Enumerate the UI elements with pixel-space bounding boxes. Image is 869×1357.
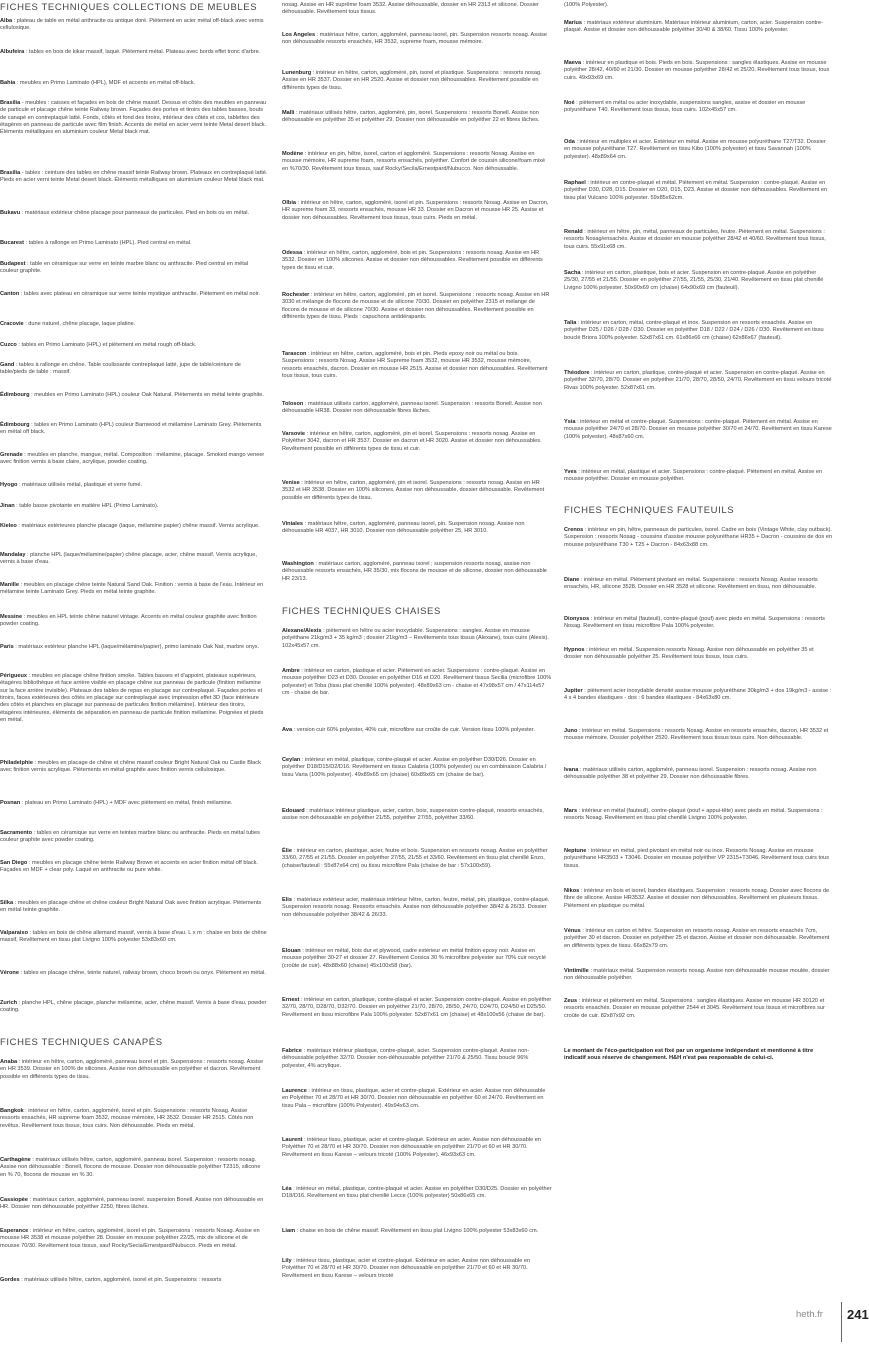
entry-lily-continued [564, 2, 832, 9]
entry-text: : intérieur en métal. Piètement pivotant en métal. Suspensions : ressorts Nosag. Assise ressorts ensachés, HR, silicone 3528. Dossier en HR 3528 et silicone. Revêtement en tissu, non déhoussable. [564, 577, 818, 591]
entry-name: Raphael [564, 180, 586, 186]
entry-name: Odessa [282, 250, 303, 256]
entry-anaba [0, 1059, 268, 1081]
entry-name: Laurence [282, 1088, 307, 1094]
entry-text: : plateau en Primo Laminato (HPL) + MDF avec piètement en métal, finish mélamine. [20, 800, 233, 806]
entry-lily [282, 1258, 552, 1280]
entry-text: : intérieur et piètement en métal. Suspensions : sangles élastiques. Assise en mousse HR 30120 et ressorts ensachés. Dossier en mousse polyéther 2544 et 3045. Revêtement tous tissus et microfibres sur croûte de cuir. 82x87x92 cm. [564, 998, 825, 1019]
entry-text: : tables en céramique sur verre en teintes marbre blanc ou anthracite. Pieds en métal tubes couleur graphite avec powder coating. [0, 830, 260, 844]
entry-verone [0, 970, 268, 977]
entry-name: Ambre [282, 668, 300, 674]
entry-text: : tables en Primo Laminato (HPL) et piètement en métal rough off-black. [16, 342, 197, 348]
entry-posnan [0, 800, 268, 807]
entry-name: Laurent [282, 1137, 303, 1143]
entry-bucarest [0, 240, 268, 247]
entry-name: San Diego [0, 860, 28, 866]
entry-name: Renald [564, 229, 583, 235]
entry-text: : intérieur en métal, plastique et acier. Suspensions : contre-plaqué. Piètement en métal. Assise en mousse polyéther. Dossier en mousse polyéther. [564, 469, 823, 483]
entry-name: Liam [282, 1228, 296, 1234]
entry-name: Messine [0, 614, 23, 620]
entry-text: : matériaux carton, aggloméré, panneau isorel. suspension Bonell. Assise non déhoussable en HR. Dossier non déhoussable polyéther 2250, fibres lâches. [0, 1197, 264, 1211]
entry-alba [0, 18, 268, 33]
entry-text: : intérieur en métal et contre-plaqué. Suspensions : contre-plaqué. Piètement en métal. Assise en mousse polyéther 24/70 et 28/70. Dossier en mousse polyéther 30/70 et 24/70. Revêtement en tissu Karese (100% polyester). 48x87x60 cm. [564, 419, 832, 440]
entry-name: Bahia [0, 80, 16, 86]
entry-name: Élie [282, 848, 292, 854]
entry-text: : intérieur en carton, plastique et acier. Piètement en acier. Suspensions : contre-plaqué. Assise en mousse polyéther D23 et D30. Dossier en polyéther D16 et D20. Revêtement tissus Secilia (microfibre 100% polyester) et Toba (tissu plat chenillé 100% polyester). 48x89x63 cm - chaise et 47x98x57 cm / 47x114x57 cm - chaise de bar. [282, 668, 552, 697]
entry-viniales [282, 521, 552, 536]
entry-name: Lunenburg [282, 70, 312, 76]
entry-text: : intérieur en pin, hêtre, panneaux de particules, isorel. Cadre en bois (Vintage White, clay outback). Suspension : ressorts Nosag - coussins d'assise mousse polyuréthane HR35 + Dacron - coussins de dos en mousse polyuréthane T30 + T25 + Dacron - 84x63x88 cm. [564, 527, 832, 548]
entry-bukavu [0, 210, 268, 217]
entry-sacramento [0, 830, 268, 845]
entry-name: Los Angeles [282, 32, 316, 38]
entry-name: Cracovie [0, 321, 24, 327]
entry-edimbourg-meubles [0, 392, 268, 399]
entry-name: Dionysos [564, 616, 590, 622]
entry-name: Brasilia [0, 170, 21, 176]
entry-text: : intérieur en métal, bois dur et plywood, cadre extérieur en métal finition epoxy noir. Assise en mousse polyéther 30-27 et dossier 27. Revêtement Corsica 30 % microfibre polyester sur 70% cuir recyclé (croûte de cuir). 48x88x60 (chaise) 45x100x58 (bar). [282, 948, 546, 969]
entry-text: : matériaux extérieur chêne placage pour panneaux de particules. Pied en bois ou en métal. [20, 210, 250, 216]
entry-name: Zeus [564, 998, 578, 1004]
entry-text: : tables en bois de kikar massif, laqué. Piètement métal. Plateau avec bords effet tronc d'arbre. [24, 49, 261, 55]
entry-elouan [282, 948, 552, 970]
entry-name: Budapest [0, 261, 26, 267]
entry-liam [282, 1228, 552, 1235]
entry-bahia [0, 80, 268, 87]
entry-text: : matériaux utilisés hêtre, carton, aggloméré, panneau isorel. Suspension : ressorts nosag. Assise non déhoussable : Bonell, flocons de mousse. Dossier non déhoussable polyéther T2315, silicone en % 70, flocons de mousse en % 30. [0, 1157, 261, 1178]
entry-text: : intérieur en hêtre, carton, aggloméré, isorel et pin. Suspensions : ressorts Nosag. Assise ressorts ensachés, HR supreme foam 3532, mousse mémoire, HR 3532. Dossier HR 2515. Côtés non revêtus. Revêtement tous tissus, tous cuirs. Non déhoussable. Pieds en métal. [0, 1108, 254, 1129]
entry-laurence [282, 1088, 552, 1110]
entry-text: : intérieur en plastique et bois. Pieds en bois. Suspensions : sangles élastiques. Assise en mousse polyéther 28/42, 40/60 et 21/30. Dossier en mousse polyéther 28/42 et 25/20. Revêtement tous tissus, tous cuirs. 49x93x69 cm. [564, 60, 830, 81]
entry-modene [282, 151, 552, 173]
entry-alexane-alexis [282, 628, 552, 650]
entry-name: Vintimille [564, 968, 589, 974]
entry-oda [564, 139, 832, 161]
entry-esperance [0, 1228, 268, 1250]
entry-edimbourg-tables [0, 422, 268, 437]
entry-name: Varsovie [282, 431, 306, 437]
entry-gordes-continued [282, 2, 552, 17]
entry-dionysos [564, 616, 832, 631]
entry-text: : tables avec plateau en céramique sur verre teinte mystique anthracite. Piètement en métal noir. [19, 291, 260, 297]
entry-renald [564, 229, 832, 251]
entry-text: : intérieur en hêtre, carton, aggloméré, pin et isorel. Suspensions : ressorts nosag. Assise en Polyéther 3042, dacron et HR 3537. Dossier en dacron et HR 3020. Assise et dossier non déhoussables. Revêtement possible en différents types de tissu et cuir. [282, 431, 542, 452]
entry-name: Périgueux [0, 673, 28, 679]
entry-name: Juno [564, 728, 578, 734]
entry-name: Talia [564, 320, 577, 326]
entry-text: : chaise en bois de chêne massif. Revêtement en tissu plat Livigno 100% polyester 53x83x60 cm. [295, 1228, 539, 1234]
entry-nikos [564, 888, 832, 910]
entry-name: Bukavu [0, 210, 21, 216]
entry-zeus [564, 998, 832, 1020]
entry-ysia [564, 419, 832, 441]
entry-lea [282, 1186, 552, 1201]
entry-text: : table basse pivotante en matière HPL (Primo Laminato). [14, 503, 159, 509]
entry-text: : meubles en placage chêne et chêne couleur Bright Natural Oak avec finition acrylique. Piètements en métal teinte graphite. [0, 900, 262, 914]
entry-ambre [282, 668, 552, 697]
entry-name: Fabrice [282, 1048, 302, 1054]
entry-text: : meubles en placage chêne teinte Natural Sand Oak. Finition : vernis à base de l'eau. Intérieur en mélamine teinte Laminato Grey. Pieds en métal teinte graphite. [0, 582, 264, 596]
entry-text: : intérieur en hêtre, pin, métal, panneaux de particules, feutre. Piètement en métal. Suspensions : ressorts Nosag/ensachés. Assise et dossier en mousse polyéther 28/42 et 40/60. Revêtement tous tissus, tous cuirs. 55x91x68 cm. [564, 229, 826, 250]
entry-mars [564, 808, 832, 823]
entry-name: Mandalay [0, 552, 26, 558]
entry-crenos [564, 527, 832, 549]
entry-name: Édimbourg [0, 392, 30, 398]
entry-venus [564, 928, 832, 950]
entry-text: : intérieur en hêtre, carton, aggloméré, bois et pin. Pieds epoxy noir ou métal ou bois. Suspensions : ressorts Nosag. Assise HR Supreme foam 3532, mousse HR 3532, mousse mémoire, ressorts ensachés, dacron. Dossier en mousse HR 2515. Assise et dossier non déhoussables. Revêtement tous tissus, tous cuirs. [282, 351, 548, 380]
entry-text: : tables en bois de chêne allemand massif, vernis à base d'eau. L x m : chaise en bois de chêne massif, Revêtement en tissu plat Livigno 100% polyester 53x83x60 cm. [0, 930, 267, 944]
entry-name: Crenos [564, 527, 584, 533]
entry-perigueux [0, 673, 268, 724]
entry-venise [282, 480, 552, 502]
entry-name: Tarascon [282, 351, 307, 357]
entry-jinan [0, 503, 268, 510]
entry-text: : matériaux extérieur aluminium. Matériaux intérieur aluminium, carton, acier. Suspension contre-plaqué. Assise et dossier non déhoussable polyéther 30/40 & 38/60. Tissu 100% polyester. [564, 20, 823, 34]
entry-name: Diane [564, 577, 580, 583]
entry-text: : plateau de table en métal anthracite ou antique doré. Piètement en acier métal off-black avec vernis cellulosique. [0, 18, 264, 32]
entry-text: : intérieur en hêtre, carton, aggloméré, pin et isorel. Suspensions : ressorts nosag. Assise en HR 3030 et mélange de flocons de mousse et de silicone 70/30. Dossier en polyéther 2315 et mélange de flocons de mousse et de silicone 70/30. Assise et dossier non déhoussables. Revêtement possible en différents types de tissu. Pieds : capuchons antidérapants. [282, 292, 550, 321]
entry-text: : intérieur en contre-plaqué et métal. Piètement en métal. Suspension : contre-plaqué. Assise en polyéther D30, D28, D15. Dossier en D20, D15, D23. Assise et dossier non déhoussables. Revêtement en tissu plat Vulcano 100% polyester. 59x85x62cm. [564, 180, 828, 201]
entry-text: : intérieur en bois et isorel, bandes élastiques. Suspension : ressorts nosag. Dossier avec flocons de fibre de silicone. Assise HR3532. Assise et dossier non déhoussables. Revêtement en plusieurs tissus. Piètement en plastique ou métal. [564, 888, 830, 909]
entry-name: Bangkok [0, 1108, 24, 1114]
entry-name: Vérone [0, 970, 19, 976]
entry-text: - tables : ceinture des tables en chêne massif teinte Railway brown. Plateaux en contreplaqué latté. Pieds en acier verni teinte Metal desert black. Éléments métalliques en aluminium couleur Metal black mat. [0, 170, 268, 184]
entry-text: : matériaux utilisés métal, plastique et verre fumé. [17, 482, 143, 488]
entry-text: : meubles en planche, mangue, métal. Composition : mélamine, placage. Smoked mango veneer avec finition vernis à base claire, acrylique, powder coating. [0, 452, 265, 466]
entry-name: Marius [564, 20, 583, 26]
entry-text: : intérieur en hêtre, carton, aggloméré, isorel et pin. Suspensions : ressorts Nosag. Assise en mousse HR 3538 et mousse polyéther 28. Dossier en mousse polyéther 22/25, mix de silicone et de mousse 70/30. Revêtement tous tissus, sauf Rocky/Secia/Ernestpard/Nubucco. Pieds en métal. [0, 1228, 260, 1249]
entry-name: Posnan [0, 800, 21, 806]
entry-name: Ysia [564, 419, 576, 425]
entry-gand [0, 362, 268, 377]
entry-name: Edouard [282, 808, 305, 814]
entry-olbia [282, 200, 552, 222]
entry-text: : tables à rallonge en chêne. Table coulissante contreplaqué latté, jupe de table/ceinture de table/pieds de table : massif. [0, 362, 241, 376]
entry-silka [0, 900, 268, 915]
entry-jupiter [564, 688, 832, 703]
entry-los-angeles [282, 32, 552, 47]
entry-name: Philadelphie [0, 760, 33, 766]
entry-text: : intérieur en hêtre, carton, aggloméré, panneau isorel et pin. Suspensions : ressorts nosag. Assise en HR 3539. Dossier en 100% de silicones. Assise non déhoussable en polyéther et dacron. Revêtement possible en différents types de tissu. [0, 1059, 264, 1080]
entry-name: Ivana [564, 767, 579, 773]
entry-name: Bucarest [0, 240, 24, 246]
entry-vintimille [564, 968, 832, 983]
entry-text: : intérieur en métal (fauteuil), contre-plaqué (pouf + appui-tête) avec pieds en métal. Suspensions : ressorts Nosag. Revêtement en tissu plat chenillé Livigno 100% polyester. [564, 808, 823, 822]
entry-brasilia-tables [0, 170, 268, 185]
entry-cassiopee [0, 1197, 268, 1212]
entry-text: : planche HPL (laque/mélamine/papier) chêne placage, acier, chêne massif. Vernis acrylique, vernis à base d'eau. [0, 552, 257, 566]
entry-name: Mars [564, 808, 578, 814]
entry-ernest [282, 997, 552, 1019]
entry-text: - meubles : caisses et façades en bois de chêne massif. Dessus et côtés des meubles en panneau de particule et placage chêne teinte Railway brown. Façades des portes et tiroirs des tables basses, bouts de canapé en contreplaqué latté. Fonds, côtés et fond des tiroirs, intérieur des côtés et cos, tablettes des étagères en panneau de particule avec film finish. Accents de métal en acier verni teinte Metal desert black. Éléments métalliques en aluminium couleur Metal black mat. [0, 100, 267, 136]
entry-zurich [0, 1000, 268, 1015]
entry-talia [564, 320, 832, 342]
entry-name: Canton [0, 291, 20, 297]
entry-text: : matériaux extérieur planche HPL (laque/mélamine/papier), primo laminato Oak Nat, marbre onyx. [13, 644, 260, 650]
entry-name: Venise [282, 480, 300, 486]
entry-name: Albufeira [0, 49, 25, 55]
entry-juno [564, 728, 832, 743]
entry-text: : meubles en Primo Laminato (HPL) couleur Oak Natural. Piètements en métal teinte graphite. [29, 392, 264, 398]
entry-text: : intérieur en carton, plastique, bois et acier. Suspension en contre-plaqué. Assise en polyéther 25/30, 27/55 et 21/55. Dossier en polyéther 27/55, 21/55, 25/30, 21/40. Revêtement en tissu plat chenillé Livigno 100% polyester. 50x90x69 cm (chaise) 64x90x69 cm (fauteuil). [564, 270, 824, 291]
entry-neptune [564, 848, 832, 870]
site-url[interactable]: heth.fr [796, 1309, 823, 1320]
entry-text: nosag. Assise en HR suprême foam 3532. Assise déhoussable, dossier en HR 2313 et silicone. Dossier déhoussable. Revêtement tous tissus. [282, 2, 539, 16]
section-title-canapes: FICHES TECHNIQUES CANAPÉS [0, 1037, 163, 1048]
section-title-fauteuils: FICHES TECHNIQUES FAUTEUILS [564, 505, 735, 516]
entry-name: Grenade [0, 452, 23, 458]
entry-name: Noé [564, 100, 575, 106]
entry-name: Édimbourg [0, 422, 30, 428]
entry-name: Elouan [282, 948, 301, 954]
entry-valparaiso [0, 930, 268, 945]
eco-participation-note: Le montant de l'éco-participation est fixé par un organisme indépendant et mentionné à titre indicatif sous réserve de changement. H&H n'est pas responsable de celui-ci. [564, 1048, 814, 1062]
page-number: 241 [847, 1307, 869, 1322]
entry-ceylan [282, 757, 552, 779]
entry-name: Hypnos [564, 647, 585, 653]
entry-noe [564, 100, 832, 115]
entry-theodore [564, 370, 832, 392]
entry-text: : matériaux extérieur acier, matériaux intérieur hêtre, carton, feutre, métal, pin, plastique, contre-plaqué. Suspension ressorts nosag. Ressorts ensachés. Assise non déhoussable polyéther 38/42 & 26/33. Dossier non déhoussable polyéther 38/42 & 26/33. [282, 897, 550, 918]
entry-name: Jupiter [564, 688, 583, 694]
entry-text: : intérieur en métal (fauteuil), contre-plaqué (pouf) avec pieds en métal. Suspensions : ressorts Nosag. Revêtement en tissu microfibre Pala 100% polyester. [564, 616, 825, 630]
entry-text: : intérieur en pin, hêtre, isorel, carton et aggloméré. Suspensions : ressorts Nosag. Assise en mousse mémoire, HR supreme foam, ressorts ensachés, polyéther. Confort de coussin silicone/foam mixé en %70/30. Revêtement tous tissus, sauf Rocky/Secila/Ernestpard/Nubucco. Non déhoussable. [282, 151, 546, 172]
entry-manille [0, 582, 268, 597]
footer-divider [841, 1302, 842, 1342]
entry-name: Nikos [564, 888, 580, 894]
entry-elie [282, 848, 552, 870]
entry-text: : intérieur en carton, plastique, contre-plaqué et acier. Suspension contre-plaqué. Assise en polyéther 32/70, 28/70, D28/70, D32/70. Dossier en polyéther 21/70, 28/70, 28/50, 24/70, D24/70, D24/50 et D25/50. Revêtement en tissu microfibre Pala 100% polyester. 52x87x61 cm (chaise) et 48x100x56 (chaise de bar). [282, 997, 552, 1018]
entry-name: Elis [282, 897, 292, 903]
entry-raphael [564, 180, 832, 202]
entry-malli [282, 110, 552, 125]
entry-text: : meubles en Primo Laminato (HPL), MDF et accents en métal off-black. [15, 80, 196, 86]
entry-text: : intérieur en métal, plastique, contre-plaqué et acier. Assise en polyéther D30/D26. Dossier en polyéther D18/D15/D2/D16. Revêtement en tissus Calabria (100% polyester) ou en combinaison Calabria / tissu Varia (100% polyester). 49x89x65 cm (chaise) 60x89x65 cm (chaise de bar). [282, 757, 547, 778]
entry-text: : table en céramique sur verre en teinte marbre blanc ou anthracite. Pied central en métal couleur graphite. [0, 261, 249, 275]
entry-text: : intérieur en tissu, plastique, acier et contre-plaqué. Extérieur en acier. Assise non déhoussable en Polyéther 70 et 28/70 et HR 30/70. Dossier non déhoussable en polyéther 60 et 24/70. Revêtement en tissu Pala – microfibre (100% Polyester). 49x94x63 cm. [282, 1088, 546, 1109]
entry-name: Silka [0, 900, 14, 906]
entry-rochester [282, 292, 552, 321]
entry-name: Jinan [0, 503, 15, 509]
entry-name: Washington [282, 561, 314, 567]
entry-text: : intérieur en carton, métal, contre-plaqué et inox. Suspension en ressorts ensachés. Assise en polyéther D25 / D26 / D28 / D30. Dossier en polyéther D18 / D22 / D24 / D26 / D30. Revêtement en tissu bouclé Briora 100% polyester. 52x87x61 cm. 61x86x66 cm (chaise) 62x86x67 (fauteuil). [564, 320, 824, 341]
entry-text: : matériaux hêtre, carton, aggloméré, panneau isorel, pin. Suspension nosag. Assise non déhoussable HR 4037, HR 3010. Dossier non déhoussable polyéther 25, HR 3010. [282, 521, 525, 535]
entry-brasilia-meubles [0, 100, 268, 137]
entry-cracovie [0, 321, 268, 328]
entry-varsovie [282, 431, 552, 453]
entry-name: Rochester [282, 292, 310, 298]
entry-text: : intérieur en métal, pied pivotant en métal noir ou inox. Ressorts Nosag. Assise en mousse polyuréthane HR3503 + T3046. Dossier en mousse polyéther VP 2315+T3046. Revêtement tous cuirs tous tissus. [564, 848, 830, 869]
entry-text: : intérieur en carton et hêtre. Suspension en ressorts nosag. Assise en ressorts ensachés 7cm, polyéther 30 et dacron. Dossier en polyéther 25 et dacron. Assise et dossier non déhoussable. Revêtement en différents types de tissu. 66x82x79 cm. [564, 928, 830, 949]
entry-text: : matériaux métal. Suspension ressorts nosag. Assise non déhoussable mousse moulée, dossier non déhoussable polyéther. [564, 968, 830, 982]
entry-maeva [564, 60, 832, 82]
entry-name: Kieleo [0, 523, 17, 529]
entry-name: Neptune [564, 848, 587, 854]
section-title-meubles: FICHES TECHNIQUES COLLECTIONS DE MEUBLES [0, 2, 258, 13]
entry-text: : intérieur tissu, plastique, acier et contre-plaqué. Extérieur en acier. Assise non déhoussable en Polyéther 70 et 28/70 et HR 30/70. Dossier non déhoussable en polyéther 21/70 et 60 et HR 30/70. Revêtement en tissu Karese – velours tricoté (100% Polyester). 46x93x63 cm. [282, 1137, 542, 1158]
entry-name: Maeva [564, 60, 582, 66]
entry-name: Yves [564, 469, 577, 475]
entry-elis [282, 897, 552, 919]
entry-text: : matériaux carton, aggloméré, panneau isorel ; suspension ressorts nosag, assise non déhoussable ressorts ensachés, HR 35/30, mix flocons de mousse et de silicone, dossier non déhoussable HR 23/13. [282, 561, 547, 582]
entry-name: Hyogo [0, 482, 18, 488]
entry-name: Vénus [564, 928, 581, 934]
entry-text: : version cuir 60% polyester, 40% cuir, microfibre sur croûte de cuir. Version tissu 100% polyester. [292, 727, 535, 733]
entry-name: Manille [0, 582, 19, 588]
entry-text: : intérieur en métal. Suspensions : ressorts Nosag. Assise en ressorts ensachés, dacron, HR 3532 et mousse mémoire. Dossier polyéther 2520. Revêtement tous tissus tous cuirs. Non déhoussable. [564, 728, 829, 742]
entry-text: : intérieur tissu, plastique, acier et contre-plaqué. Extérieur en acier. Assise non déhoussable en Polyéther 70 et 28/70 et HR 30/70. Dossier non déhoussable en polyéther 21/70 et 60 et HR 30/70. Revêtement en tissu Karese – velours tricoté [282, 1258, 531, 1279]
entry-marius [564, 20, 832, 35]
entry-name: Alba [0, 18, 13, 24]
entry-text: : matériaux utilisés carton, aggloméré, panneau isorel. Suspension : ressorts nosag. Assise non déhoussable polyéther 38 et polyéther 29. Dossier non déhoussable fibres. [564, 767, 817, 781]
entry-text: : matériaux extérieures planche placage (laque, mélamine papier) chêne massif. Vernis acrylique. [16, 523, 260, 529]
entry-yves [564, 469, 832, 484]
entry-name: Valparaiso [0, 930, 28, 936]
entry-text: : matériaux hêtre, carton, aggloméré, panneau isorel, pin. Suspension ressorts nosag. Assise non déhoussable ressorts ensachés, HR 3532, supreme foam, mousse mémoire. [282, 32, 548, 46]
entry-name: Lily [282, 1258, 292, 1264]
entry-mandalay [0, 552, 268, 567]
entry-philadelphie [0, 760, 268, 775]
entry-fabrice [282, 1048, 552, 1070]
entry-name: Anaba [0, 1059, 18, 1065]
entry-name: Ava [282, 727, 293, 733]
entry-text: : intérieur en hêtre, carton, aggloméré, pin et isorel. Suspensions : ressorts nosag. Assise en HR 3532 et HR 3538. Dossier en 100% silicones. Assise non déhoussable, dossier déhoussable. Revêtement possible en différents types de tissu. [282, 480, 545, 501]
entry-text: : planche HPL, chêne placage, planche mélamine, acier, chêne massif. Vernis à base d'eau, powder coating. [0, 1000, 267, 1014]
entry-text: : piètement acier inoxydable densité assise mousse polyuréthane 30kg/m3 + dos 19kg/m3 - assise : 4 x 4 bandes élastiques - dos : 6 bandes élastiques - 84x63x80 cm. [564, 688, 832, 702]
entry-hypnos [564, 647, 832, 662]
entry-text: : meubles en placage chêne finition smoke. Tables basses et d'appoint, plateaux supérieurs, étagères bibliothèque et face arrière visible en placage chêne sur panneau de particule (finition mélamine sur la face arrière invisible). Plateaux des tables de repas en placage sur contreplaqué. Façades portes et tiroirs, faces extérieures des côtés en placage sur contreplaqué avec impression effet 3D (face intérieure des côtés et planches en placage sur panneau de particules finition mélamine). Intérieur des tiroirs, étagères intérieures, éléments de séparation en panneau de particule finition mélamine. Poignées et pieds en métal. [0, 673, 264, 724]
entry-lunenburg [282, 70, 552, 92]
entry-text: : matériaux utilisés carton, aggloméré, panneau isorel. Suspension : ressorts Bonell. Assise non déhoussable HR38. Dossier non déhoussable fibres lâches. [282, 401, 542, 415]
entry-carthagene [0, 1157, 268, 1179]
entry-text: : intérieur en hêtre, carton, aggloméré, pin, isorel et plastique. Suspensions : ressorts nosag. Assise en HR 3537. Dossier en HR 2520. Assise et dossier non déhoussables. Revêtement possible en différents types de tissu. [282, 70, 542, 91]
entry-kieleo [0, 523, 268, 530]
entry-text: : piètement en hêtre ou acier inoxydable. Suspensions : sangles. Assise en mousse polyéthane 21kg/m3 + 35 kg/m3 ; dossier 21kg/m3 – Revêtements tous tissus (Alexane), tous cuirs (Alexis). 102x45x57 cm. [282, 628, 549, 649]
entry-gordes [0, 1277, 268, 1284]
entry-name: Carthagène [0, 1157, 31, 1163]
entry-paris [0, 644, 268, 651]
entry-name: Paris [0, 644, 14, 650]
entry-text: : meubles en placage chêne teinte Railway Brown et accents en acier finition métal off black. Façades en MDF + clear poly. Laqué en anthracite ou pure white. [0, 860, 258, 874]
entry-text: : tables à rallonge en Primo Laminato (HPL). Pied central en métal. [23, 240, 192, 246]
entry-name: Esperance [0, 1228, 29, 1234]
entry-name: Toloson [282, 401, 304, 407]
section-title-chaises: FICHES TECHNIQUES CHAISES [282, 606, 441, 617]
entry-edouard [282, 808, 552, 823]
entry-text: : dune naturel, chêne placage, laque platine. [23, 321, 136, 327]
entry-name: Gand [0, 362, 15, 368]
entry-toloson [282, 401, 552, 416]
entry-name: Théodore [564, 370, 590, 376]
entry-name: Zurich [0, 1000, 18, 1006]
entry-budapest [0, 261, 268, 276]
entry-text: (100% Polyester). [564, 2, 609, 8]
entry-name: Olbia [282, 200, 296, 206]
entry-name: Ernest [282, 997, 300, 1003]
entry-text: : matériaux utilisés hêtre, carton, aggloméré, pin, isorel. Suspensions : ressorts Bonell. Assise non déhoussable en polyéther 35 et polyéther 29. Dossier non déhoussable en polyéther 22 et fibres lâches. [282, 110, 540, 124]
entry-text: : piètement en métal ou acier inoxydable, suspensions sangles, assise et dossier en mousse polyuréthane T40. Revêtement tous tissus, tous cuirs. 102x45x57 cm. [564, 100, 806, 114]
entry-ava [282, 727, 552, 734]
entry-text: : matériaux intérieur plastique, contre-plaqué, acier. Suspension contre-plaqué. Assise non-déhoussable polyéther 32/70. Dossier non-déhoussable polyéther 21/70 & 25/50. Tissu bouclé 96% polyester, 4% acrylique. [282, 1048, 530, 1069]
entry-text: : intérieur en métal. Suspension ressorts Nosag. Assise non déhoussable en polyéther 35 et dossier non déhoussable polyéther 25. Revêtement tous tissus, tous cuirs. [564, 647, 814, 661]
entry-laurent [282, 1137, 552, 1159]
entry-text: : tables en placage chêne, teinte naturel, railway brown, choco brown ou onyx. Piètement en métal. [18, 970, 266, 976]
entry-text: : meubles en placage de chêne et chêne massif couleur Bright Natural Oak ou Castle Black avec finition vernis acrylique. Piètements en métal graphite avec finition vernis cellulosique. [0, 760, 261, 774]
entry-tarascon [282, 351, 552, 380]
entry-name: Brasilia [0, 100, 21, 106]
entry-name: Malli [282, 110, 295, 116]
entry-text: : intérieur en hêtre, carton, aggloméré, isorel et pin. Suspensions : ressorts Nosag. Assise en Dacron, HR supreme foam 33, ressorts ensachés, mousse HR 33. Dossier en Dacron et mousse HR 25. Assise et dossier non déhoussables. Revêtement tous tissus, tous cuirs. Pieds en métal. [282, 200, 549, 221]
entry-grenade [0, 452, 268, 467]
entry-name: Sacha [564, 270, 581, 276]
entry-name: Cassiopée [0, 1197, 28, 1203]
entry-text: : intérieur en hêtre, carton, aggloméré, bois et pin. Suspensions : ressorts nosag. Assise en HR 3532. Dossier en 100% silicones. Assise et dossier non déhoussables. Revêtement possible en différents types de tissu et cuir. [282, 250, 543, 271]
entry-messine [0, 614, 268, 629]
entry-name: Cuzco [0, 342, 17, 348]
entry-text: : tables en Primo Laminato (HPL) couleur Barnwood et mélamine Laminato Grey. Piètements en métal off black. [0, 422, 262, 436]
entry-name: Léa [282, 1186, 292, 1192]
entry-name: Oda [564, 139, 575, 145]
entry-ivana [564, 767, 832, 782]
entry-name: Gordes [0, 1277, 20, 1283]
entry-text: : intérieur en métal, plastique, contre-plaqué et acier. Assise en polyéther D30/D25. Dossier en polyéther D18/D16. Revêtement en tissu plat chenillé Lecce (100% polyester) 50x86x65 cm. [282, 1186, 552, 1200]
entry-diane [564, 577, 832, 592]
entry-text: : intérieur en carton, plastique, acier, feutre et bois. Suspension en ressorts nosag. Assise en polyéther 33/60, 27/55 et 21/55. Dossier en polyéther 27/55, 21/55 et 33/60. Revêtement en tissu plat chenillé Enzo, (chaise/fauteuil : 55x87x64 cm) ou tissu microfibre Pala (chaise de bar : 57x100x59). [282, 848, 548, 869]
entry-sacha [564, 270, 832, 292]
entry-name: Ceylan [282, 757, 301, 763]
entry-washington [282, 561, 552, 583]
entry-san-diego [0, 860, 268, 875]
entry-text: : intérieur en multiplex et acier. Extérieur en métal. Assise en mousse polyuréthane T27/T32. Dossier en mousse polyuréthane T27. Revêtement en tissu Kibo (100% polyester) et tissu Savannah (100% polyester). 48x89x64 cm. [564, 139, 826, 160]
entry-name: Alexane/Alexis [282, 628, 322, 634]
entry-name: Modène [282, 151, 304, 157]
entry-text: : matériaux utilisés hêtre, carton, aggloméré, isorel et pin. Suspensions : ressorts [19, 1277, 222, 1283]
entry-name: Viniales [282, 521, 304, 527]
entry-text: : intérieur en carton, plastique, contre-plaqué et acier. Suspension en contre-plaqué. Assise en polyéther 32/70, 28/70. Dossier en polyéther 21/70, 28/70, 28/50, 24/70. Revêtement en tissu velours tricoté Rivas 100% polyester. 52x87x61 cm. [564, 370, 832, 391]
entry-albufeira [0, 49, 268, 56]
entry-bangkok [0, 1108, 268, 1130]
entry-text: : meubles en HPL teinte chêne naturel vintage. Accents en métal couleur graphite avec finition powder coating. [0, 614, 257, 628]
entry-name: Sacramento [0, 830, 33, 836]
entry-text: : matériaux intérieur plastique, acier, carton, bois, suspension contre-plaqué, ressorts ensachés, assise non déhoussable en polyéther 21/55, polyéther 27/55, polyéther 33/60. [282, 808, 544, 822]
entry-canton [0, 291, 268, 298]
entry-cuzco [0, 342, 268, 349]
entry-odessa [282, 250, 552, 272]
entry-hyogo [0, 482, 268, 489]
